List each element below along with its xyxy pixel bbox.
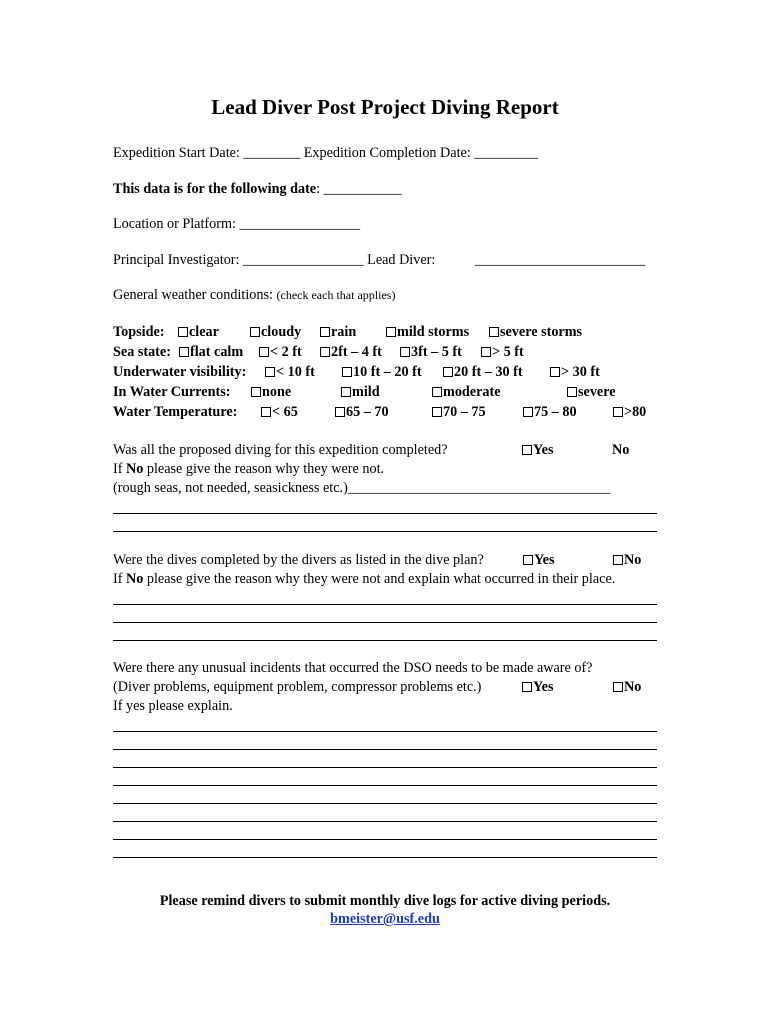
- checkbox-temp-75-80[interactable]: [523, 404, 577, 421]
- answer-line[interactable]: [113, 531, 657, 532]
- checkbox-icon: [443, 367, 453, 377]
- checkbox-icon: [400, 347, 410, 357]
- checkbox-temp-lt-65[interactable]: [261, 404, 298, 421]
- answer-line[interactable]: [113, 622, 657, 623]
- checkbox-vis-10-20ft[interactable]: [342, 364, 422, 381]
- sea-state-label: Sea state:: [113, 344, 171, 360]
- option-label: rain: [331, 324, 357, 340]
- pi-lead-diver-line: Principal Investigator: _________________ Lead Diver:: [113, 252, 436, 268]
- checkbox-q1-no[interactable]: [612, 442, 629, 459]
- checkbox-icon: [613, 555, 623, 565]
- checkbox-current-none[interactable]: [251, 384, 291, 401]
- q1-question: Was all the proposed diving for this expedition completed?: [113, 442, 448, 458]
- q3-question: Were there any unusual incidents that occurred the DSO needs to be made aware of?: [113, 660, 593, 676]
- checkbox-icon: [522, 445, 532, 455]
- checkbox-sea-flat-calm[interactable]: [179, 344, 243, 361]
- checkbox-icon: [320, 347, 330, 357]
- data-date-label: This data is for the following date: [113, 181, 317, 197]
- answer-line[interactable]: [113, 640, 657, 641]
- checkbox-icon: [341, 387, 351, 397]
- checkbox-current-moderate[interactable]: [432, 384, 501, 401]
- page-title: Lead Diver Post Project Diving Report: [211, 95, 559, 119]
- option-label: 3ft – 5 ft: [411, 344, 462, 360]
- option-label: moderate: [443, 384, 501, 400]
- checkbox-vis-20-30ft[interactable]: [443, 364, 523, 381]
- option-label: Yes: [533, 679, 554, 695]
- checkbox-icon: [567, 387, 577, 397]
- q2-if-no: [113, 571, 615, 588]
- checkbox-temp-gt-80[interactable]: [613, 404, 646, 421]
- option-label: clear: [189, 324, 219, 340]
- visibility-label: Underwater visibility:: [113, 364, 247, 380]
- option-label: mild storms: [397, 324, 470, 340]
- answer-line[interactable]: [113, 803, 657, 804]
- checkbox-icon: [261, 407, 271, 417]
- q3-explain: If yes please explain.: [113, 698, 233, 714]
- option-label: < 65: [272, 404, 298, 420]
- option-label: flat calm: [190, 344, 244, 360]
- q1-if-no-pre: If: [113, 461, 126, 477]
- checkbox-icon: [489, 327, 499, 337]
- checkbox-sea-gt-5ft[interactable]: [481, 344, 524, 361]
- checkbox-temp-65-70[interactable]: [335, 404, 389, 421]
- option-label: 10 ft – 20 ft: [353, 364, 422, 380]
- option-label: < 2 ft: [270, 344, 302, 360]
- data-date-line: [113, 181, 402, 198]
- checkbox-icon: [320, 327, 330, 337]
- option-label: Yes: [533, 442, 554, 458]
- currents-label: In Water Currents:: [113, 384, 231, 400]
- answer-line[interactable]: [113, 839, 657, 840]
- checkbox-vis-gt-30ft[interactable]: [550, 364, 600, 381]
- q1-if-no-post: please give the reason why they were not.: [143, 461, 385, 477]
- option-label: 2ft – 4 ft: [331, 344, 382, 360]
- q3-examples: (Diver problems, equipment problem, compressor problems etc.): [113, 679, 482, 695]
- water-temp-label: Water Temperature:: [113, 404, 238, 420]
- topside-label: Topside:: [113, 324, 165, 340]
- weather-line: [113, 287, 395, 304]
- option-label: 75 – 80: [534, 404, 577, 420]
- checkbox-current-severe[interactable]: [567, 384, 616, 401]
- checkbox-temp-70-75[interactable]: [432, 404, 486, 421]
- checkbox-icon: [613, 407, 623, 417]
- answer-line[interactable]: [113, 767, 657, 768]
- answer-line[interactable]: [113, 731, 657, 732]
- option-label: Yes: [534, 552, 555, 568]
- checkbox-icon: [523, 555, 533, 565]
- checkbox-icon: [265, 367, 275, 377]
- checkbox-icon: [613, 682, 623, 692]
- checkbox-icon: [250, 327, 260, 337]
- checkbox-topside-mild-storms[interactable]: [386, 324, 469, 341]
- option-label: mild: [352, 384, 380, 400]
- checkbox-icon: [386, 327, 396, 337]
- q2-if-no-bold: No: [126, 571, 144, 587]
- option-label: cloudy: [261, 324, 302, 340]
- footer-email-line: [0, 911, 770, 928]
- answer-line[interactable]: [113, 785, 657, 786]
- q1-if-no-bold: No: [126, 461, 144, 477]
- checkbox-vis-lt-10ft[interactable]: [265, 364, 315, 381]
- checkbox-icon: [178, 327, 188, 337]
- option-label: 70 – 75: [443, 404, 486, 420]
- option-label: severe: [578, 384, 616, 400]
- checkbox-icon: [179, 347, 189, 357]
- checkbox-icon: [523, 407, 533, 417]
- checkbox-icon: [481, 347, 491, 357]
- option-label: >80: [624, 404, 647, 420]
- option-label: severe storms: [500, 324, 583, 340]
- expedition-dates-line: Expedition Start Date: ________ Expedition Completion Date: _________: [113, 145, 539, 161]
- option-label: No: [624, 679, 642, 695]
- email-link[interactable]: bmeister@usf.edu: [330, 911, 440, 927]
- checkbox-icon: [342, 367, 352, 377]
- checkbox-icon: [432, 407, 442, 417]
- checkbox-q3-no[interactable]: [613, 679, 641, 696]
- checkbox-icon: [335, 407, 345, 417]
- checkbox-q2-yes[interactable]: [523, 552, 555, 569]
- weather-note: (check each that applies): [276, 288, 396, 302]
- q1-examples: (rough seas, not needed, seasickness etc.)_____________________________________: [113, 480, 611, 496]
- checkbox-current-mild[interactable]: [341, 384, 380, 401]
- q2-question: Were the dives completed by the divers as listed in the dive plan?: [113, 552, 484, 568]
- q2-if-no-post: please give the reason why they were not and explain what occurred in their place.: [143, 571, 616, 587]
- checkbox-q1-yes[interactable]: [522, 442, 554, 459]
- checkbox-sea-2-4ft[interactable]: [320, 344, 382, 361]
- checkbox-icon: [432, 387, 442, 397]
- option-label: > 30 ft: [561, 364, 600, 380]
- lead-diver-blank: ________________________: [475, 252, 646, 268]
- checkbox-topside-rain[interactable]: [320, 324, 356, 341]
- answer-line[interactable]: [113, 604, 657, 605]
- checkbox-topside-clear[interactable]: [178, 324, 219, 341]
- answer-line[interactable]: [113, 513, 657, 514]
- option-label: No: [624, 552, 642, 568]
- checkbox-sea-lt-2ft[interactable]: [259, 344, 302, 361]
- checkbox-topside-severe-storms[interactable]: [489, 324, 582, 341]
- answer-line[interactable]: [113, 821, 657, 822]
- checkbox-sea-3-5ft[interactable]: [400, 344, 462, 361]
- option-label: 65 – 70: [346, 404, 389, 420]
- answer-line[interactable]: [113, 857, 657, 858]
- footer-reminder: Please remind divers to submit monthly dive logs for active diving periods.: [159, 893, 611, 909]
- option-label: < 10 ft: [276, 364, 315, 380]
- checkbox-topside-cloudy[interactable]: [250, 324, 301, 341]
- option-label: none: [262, 384, 292, 400]
- checkbox-icon: [259, 347, 269, 357]
- checkbox-q3-yes[interactable]: [522, 679, 554, 696]
- weather-label: General weather conditions:: [113, 287, 273, 303]
- checkbox-q2-no[interactable]: [613, 552, 641, 569]
- checkbox-icon: [550, 367, 560, 377]
- data-date-blank: : ___________: [316, 181, 402, 197]
- checkbox-icon: [522, 682, 532, 692]
- location-line: Location or Platform: _________________: [113, 216, 361, 232]
- option-label: 20 ft – 30 ft: [454, 364, 523, 380]
- option-label: > 5 ft: [492, 344, 524, 360]
- option-label: No: [612, 442, 630, 458]
- q1-if-no: [113, 461, 384, 478]
- q2-if-no-pre: If: [113, 571, 126, 587]
- answer-line[interactable]: [113, 749, 657, 750]
- checkbox-icon: [251, 387, 261, 397]
